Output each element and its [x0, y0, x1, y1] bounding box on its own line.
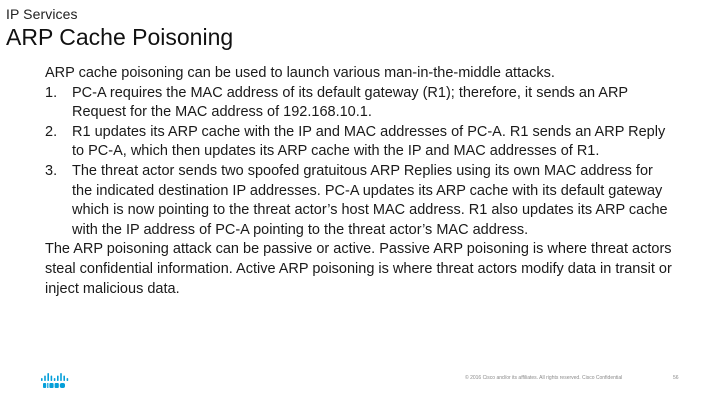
intro-paragraph: ARP cache poisoning can be used to launch various man-in-the-middle attacks.: [45, 65, 555, 81]
section-label: IP Services: [6, 6, 78, 22]
list-item-number: 2.: [45, 123, 58, 140]
list-item: [45, 123, 675, 162]
slide-title: ARP Cache Poisoning: [6, 24, 234, 50]
list-item-text: PC-A requires the MAC address of its default gateway (R1); therefore, it sends an ARP Request for the MAC address of 192.168.10.1.: [72, 84, 628, 121]
list-item-text: The threat actor sends two spoofed gratuitous ARP Replies using its own MAC address for the indicated destination IP addresses. PC-A updates its ARP cache with its default gateway which is now pointing to the threat actor’s host MAC address. R1 also updates its ARP cache with the IP address of PC-A pointing to the threat actor’s MAC address.: [72, 162, 668, 238]
list-item-text: R1 updates its ARP cache with the IP and MAC addresses of PC-A. R1 sends an ARP Reply to PC-A, which then updates its ARP cache with the IP and MAC addresses of R1.: [72, 123, 666, 160]
steps-list: [45, 84, 675, 241]
list-item: [45, 162, 675, 240]
copyright-text: © 2016 Cisco and/or its affiliates. All rights reserved. Cisco Confidential: [465, 375, 623, 381]
slide-body: [45, 64, 675, 299]
page-number: 56: [673, 375, 679, 381]
closing-paragraph: The ARP poisoning attack can be passive or active. Passive ARP poisoning is where threat actors steal confidential information. Active ARP poisoning is where threat actors modify data in transit or inject malicious data.: [45, 241, 672, 297]
list-item-number: 3.: [45, 162, 58, 179]
list-item-number: 1.: [45, 84, 58, 101]
list-item: [45, 84, 675, 123]
cisco-logo-icon: [40, 373, 70, 389]
